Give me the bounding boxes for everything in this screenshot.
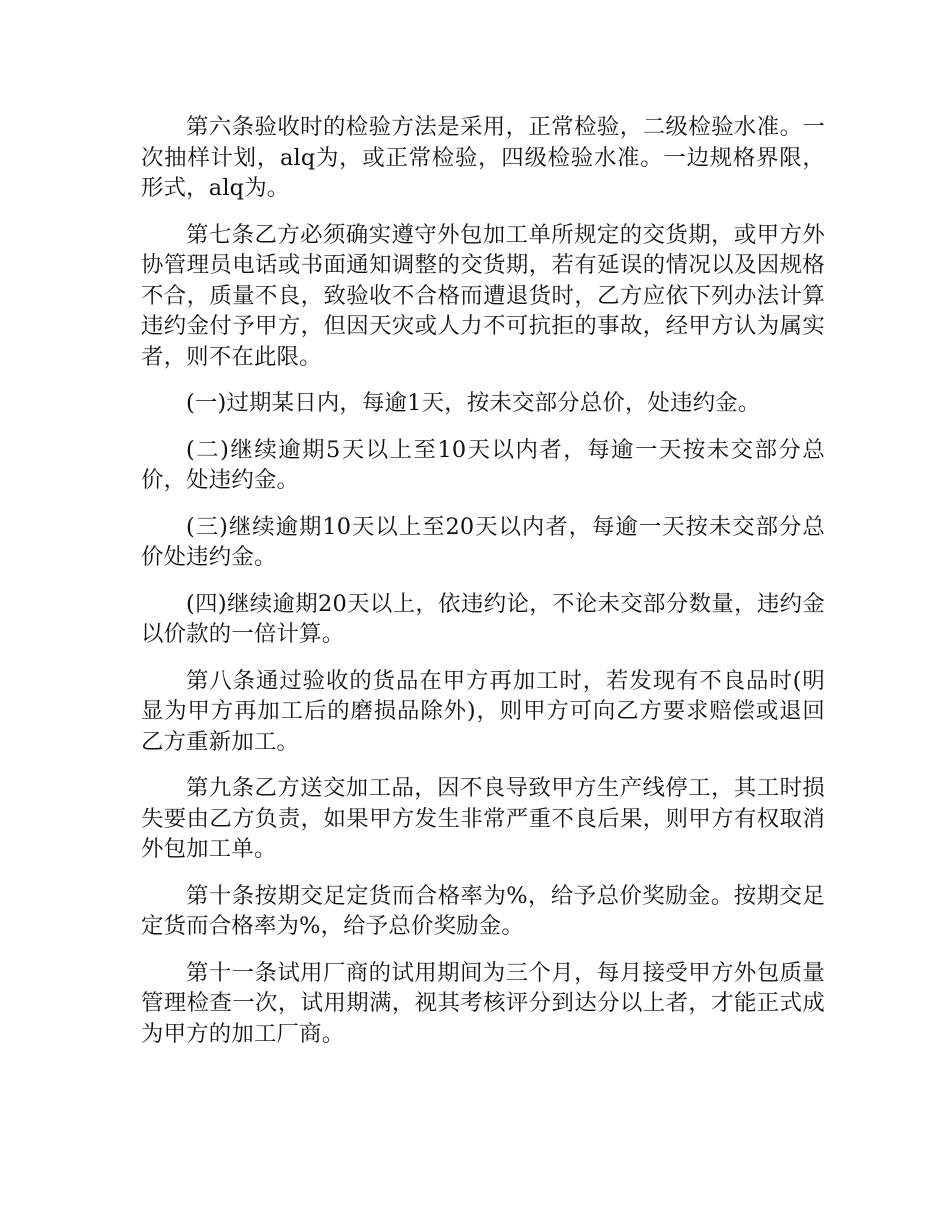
paragraph-clause-2: (二)继续逾期5天以上至10天以内者，每逾一天按未交部分总价，处违约金。 <box>141 436 825 493</box>
paragraph-article-8: 第八条通过验收的货品在甲方再加工时，若发现有不良品时(明显为甲方再加工后的磨损品除外)，则甲方可向乙方要求赔偿或退回乙方重新加工。 <box>141 667 825 755</box>
paragraph-article-10: 第十条按期交足定货而合格率为%，给予总价奖励金。按期交足定货而合格率为%，给予总价奖励金。 <box>141 882 825 939</box>
paragraph-clause-4: (四)继续逾期20天以上，依违约论，不论未交部分数量，违约金以价款的一倍计算。 <box>141 590 825 647</box>
paragraph-article-9: 第九条乙方送交加工品，因不良导致甲方生产线停工，其工时损失要由乙方负责，如果甲方发生非常严重不良后果，则甲方有权取消外包加工单。 <box>141 775 825 862</box>
paragraph-article-7: 第七条乙方必须确实遵守外包加工单所规定的交货期，或甲方外协管理员电话或书面通知调整的交货期，若有延误的情况以及因规格不合，质量不良，致验收不合格而遭退货时，乙方应依下列办法计算违约金付予甲方，但因天灾或人力不可抗拒的事故，经甲方认为属实者，则不在此限。 <box>141 221 825 370</box>
paragraph-clause-1: (一)过期某日内，每逾1天，按未交部分总价，处违约金。 <box>186 390 761 416</box>
document-body <box>141 112 825 1065</box>
paragraph-article-6: 第六条验收时的检验方法是采用，正常检验，二级检验水准。一次抽样计划，alq为，或正常检验，四级检验水准。一边规格界限，形式，alq为。 <box>141 114 825 201</box>
paragraph-article-11: 第十一条试用厂商的试用期间为三个月，每月接受甲方外包质量管理检查一次，试用期满，视其考核评分到达分以上者，才能正式成为甲方的加工厂商。 <box>141 959 825 1047</box>
paragraph-clause-3: (三)继续逾期10天以上至20天以内者，每逾一天按未交部分总价处违约金。 <box>141 513 825 570</box>
